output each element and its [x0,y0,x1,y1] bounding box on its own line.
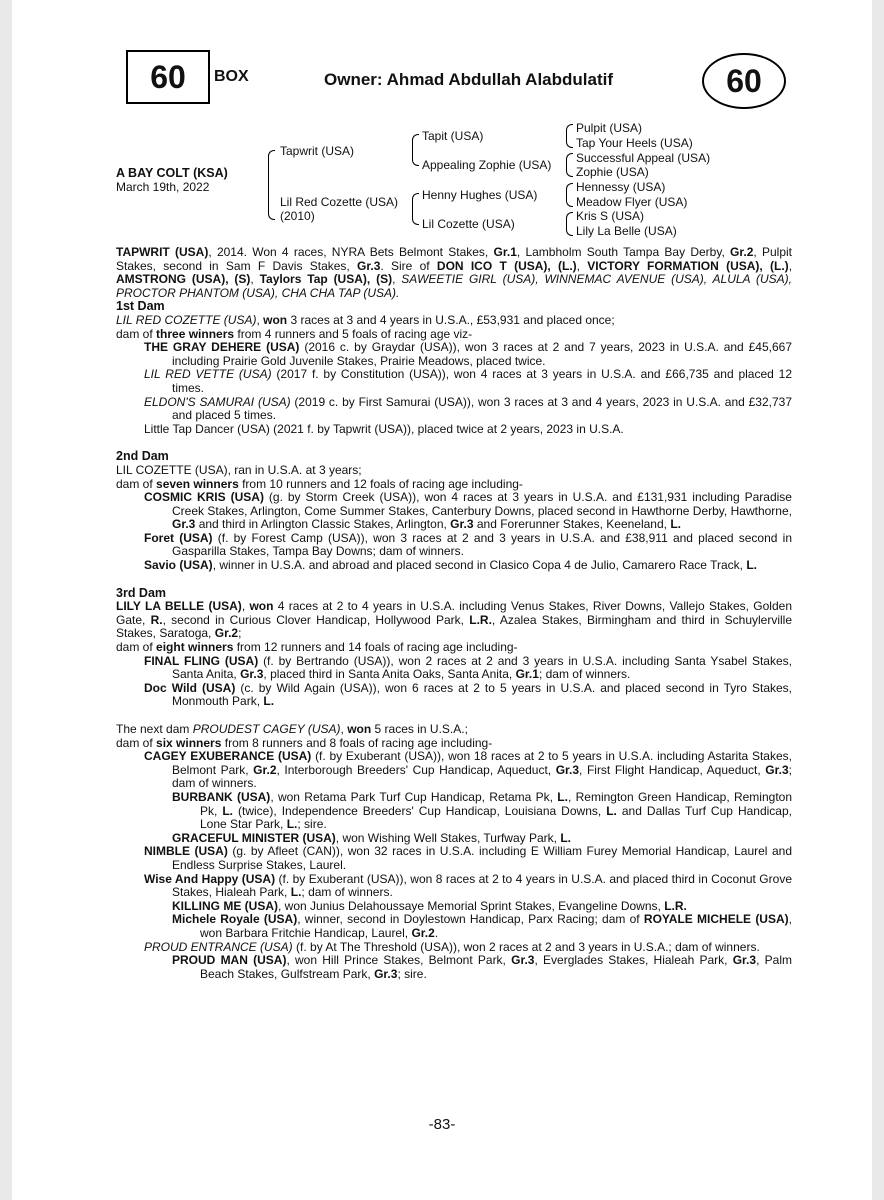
subject-dob: March 19th, 2022 [116,180,210,194]
text: , [392,272,402,287]
horse-name: Michele Royale (USA) [172,912,298,927]
lot-number-oval: 60 [702,53,786,109]
grade: L. [290,885,302,900]
grade: Gr.2 [730,245,754,259]
text: Little Tap Dancer (USA) (2021 f. by Tapwrit (USA)), placed twice at 2 years, 2023 in U.S.A. [144,421,624,436]
catalogue-text [116,246,792,995]
pedigree-sdd: Zophie (USA) [576,165,649,179]
text: dam of [116,326,157,341]
section-heading: 1st Dam [116,299,165,314]
text: six winners [156,735,222,750]
grade: Gr.3 [374,966,398,981]
box-label: BOX [214,68,249,85]
text: 4 races at 2 to 4 years in U.S.A. including Venus Stakes, River Downs, Vallejo Stakes, Golden Gate, [116,599,792,627]
text: won [263,312,288,327]
produce-entry [116,423,792,437]
pedigree-sd: Appealing Zophie (USA) [422,158,552,172]
brace-sire-parents [412,134,419,166]
text: and Dallas Turf Cup Handicap, Lone Star Park, [200,803,792,832]
horse-name: NIMBLE (USA) [144,844,228,859]
pedigree-ddd: Lily La Belle (USA) [576,224,677,238]
text: , winner, second in Doylestown Handicap, Parx Racing; dam of [297,912,644,927]
text: from 4 runners and 5 foals of racing age viz- [234,326,473,341]
grade: Gr.3 [765,762,789,777]
text: , [788,258,793,273]
pedigree-dss: Hennessy (USA) [576,180,666,194]
text: , Interborough Breeders' Cup Handicap, Aqueduct, [276,762,556,777]
text: , Pulpit Stakes, second in Sam F Davis Stakes, [116,245,792,273]
text: , winner in U.S.A. and abroad and placed second in Clasico Copa 4 de Julio, Camarero Race Track, [212,558,747,573]
produce-entry [116,341,792,368]
page-number: -83- [428,1116,456,1133]
grand-produce-entry [116,954,792,981]
pedigree-sire: Tapwrit (USA) [280,144,355,158]
text: , First Flight Handicap, Aqueduct, [579,762,766,777]
brace-dam-parents [412,193,419,225]
text: 3 races at 3 and 4 years in U.S.A., £53,931 and placed once; [287,312,615,327]
grade: Gr.3 [555,762,580,777]
pedigree-dds: Kris S (USA) [576,209,645,223]
horse-name: Doc Wild (USA) [144,680,236,695]
grade: L. [557,789,568,804]
text: (f. by Exuberant (USA)), won 8 races at 2 to 4 years in U.S.A. and placed third in Coconut Grove Stakes, Hialeah Park, [172,871,792,900]
text: (f. by Forest Camp (USA)), won 3 races at 2 and 3 years in U.S.A. and £38,911 and placed second in Gasparilla Stakes, Tampa Bay Downs; dam of winners. [172,530,792,559]
horse-name: Savio (USA) [144,558,213,573]
grade: L.R. [469,612,492,627]
progeny: VICTORY FORMATION (USA), (L.) [587,258,789,273]
grade: L. [222,803,234,818]
grade: R. [150,612,163,627]
lot-number-box: 60 [126,50,210,104]
text: dam of [116,640,157,655]
text: (2017 f. by Constitution (USA)), won 4 races at 3 years in U.S.A. and £66,735 and placed 12 times. [172,367,792,395]
text: ; dam of winners. [538,667,631,682]
produce-entry [116,941,792,955]
grade: Gr.3 [732,953,757,968]
grand-produce-entry [116,913,792,940]
horse-name: LIL RED VETTE (USA) [144,367,272,382]
horse-name: KILLING ME (USA) [172,898,278,913]
text: (g. by Afleet (CAN)), won 32 races in U.S.A. including E William Furey Memorial Handicap, Laurel and Endless Surprise Stakes, Laurel. [172,844,792,872]
pedigree-ssd: Tap Your Heels (USA) [576,136,693,150]
text: from 10 runners and 12 foals of racing age including- [238,476,523,491]
produce-line [116,328,792,342]
text: , won Barbara Fritchie Handicap, Laurel, [200,912,792,940]
produce-line [116,478,792,492]
text: , won Retama Park Turf Cup Handicap, Retama Pk, [270,789,558,804]
text: , [250,272,260,287]
text: , placed third in Santa Anita Oaks, Santa Anita, [263,667,516,682]
text: , Lambholm South Tampa Bay Derby, [516,245,731,259]
text: ; dam of winners. [301,885,393,900]
text: (f. by Bertrando (USA)), won 2 races at 2 and 3 years in U.S.A. including Santa Ysabel Stakes, Santa Anita, [172,653,792,682]
progeny-list: SAWEETIE GIRL (USA), WINNEMAC AVENUE (USA), ALULA (USA), PROCTOR PHANTOM (USA), CHA CHA TAP (USA). [116,272,792,300]
grade: Gr.2 [411,925,435,940]
brace-gen3-3 [566,183,573,207]
text: ; dam of winners. [172,762,792,791]
horse-name: PROUD MAN (USA) [172,953,287,968]
grade: L. [286,817,298,832]
text: from 8 runners and 8 foals of racing age including- [221,735,493,750]
progeny: DON ICO T (USA), (L.) [436,258,577,273]
pedigree-subject [116,166,228,194]
dam-line [116,723,792,737]
grade: Gr.3 [240,667,264,682]
produce-entry [116,873,792,900]
dam-name: LILY LA BELLE (USA) [116,599,242,614]
text: won [249,599,274,614]
first-dam-section [116,300,792,436]
grand-produce-entry [116,832,792,846]
horse-name: Foret (USA) [144,530,213,545]
grade: Gr.1 [515,667,539,682]
text: . [434,925,439,940]
text: from 12 runners and 14 foals of racing age including- [233,640,518,655]
text: (g. by Storm Creek (USA)), won 4 races at 3 years in U.S.A. and £131,931 including Paradise Creek Stakes, Arlington, Come Summer Stakes, Canterbury Downs, placed second in Hawthorne Derby, Hawthorne, [172,490,792,518]
grade: L.R. [664,898,687,913]
grade: L. [560,830,571,845]
grade: L. [670,517,681,532]
text: , won Hill Prince Stakes, Belmont Park, [286,953,512,968]
text: (2016 c. by Graydar (USA)), won 3 races at 2 and 7 years, 2023 in U.S.A. and £45,667 including Prairie Gold Juvenile Stakes, Prairie Meadows, placed twice. [172,340,792,368]
text: and third in Arlington Classic Stakes, Arlington, [195,517,451,532]
pedigree-ss: Tapit (USA) [422,129,484,143]
text: , 2014. Won 4 races, NYRA Bets Belmont Stakes, [208,245,494,259]
produce-entry [116,491,792,532]
brace-gen1 [268,150,275,220]
dam-line: LIL COZETTE (USA), ran in U.S.A. at 3 years; [116,462,362,477]
produce-entry [116,845,792,872]
text: won [347,722,372,736]
grade: Gr.1 [493,245,517,259]
horse-name: Wise And Happy (USA) [144,871,276,886]
pedigree-dam: Lil Red Cozette (USA) [280,195,399,209]
catalogue-page [12,0,872,1200]
horse-name: COSMIC KRIS (USA) [144,490,264,505]
sire-paragraph [116,246,792,300]
grade: Gr.3 [357,258,381,273]
progeny: Taylors Tap (USA), (S) [259,272,393,287]
produce-line [116,737,792,751]
text: , [256,312,264,327]
text: , [576,258,588,273]
subject-name: A BAY COLT (KSA) [116,166,228,180]
text: (f. by At The Threshold (USA)), won 2 races at 2 and 3 years in U.S.A.; dam of winners. [292,939,760,954]
grand-produce-entry [116,791,792,832]
horse-name: FINAL FLING (USA) [144,653,259,668]
text: (c. by Wild Again (USA)), won 6 races at 2 to 5 years in U.S.A. and placed second in Tyro Stakes, Monmouth Park, [172,680,793,709]
brace-gen3-4 [566,212,573,236]
second-dam-section [116,450,792,572]
grade: L. [263,694,275,709]
horse-name: BURBANK (USA) [172,789,271,804]
dam-line [116,600,792,641]
produce-entry [116,396,792,423]
text: dam of [116,476,157,491]
text: 5 races in U.S.A.; [371,722,468,736]
horse-name: THE GRAY DEHERE (USA) [144,340,300,355]
dam-name: PROUDEST CAGEY (USA) [192,722,341,736]
pedigree-dd: Lil Cozette (USA) [422,217,515,231]
grand-produce-entry [116,900,792,914]
grade: Gr.2 [253,762,277,777]
text: ; sire. [397,966,427,981]
pedigree-dam-year: (2010) [280,209,315,223]
produce-entry [116,559,792,573]
pedigree-sds: Successful Appeal (USA) [576,151,711,165]
third-dam-section [116,587,792,709]
pedigree-sss: Pulpit (USA) [576,121,643,135]
fourth-dam-section [116,723,792,981]
text: . Sire of [380,258,437,273]
text: ; sire. [297,817,327,832]
horse-name: ELDON'S SAMURAI (USA) [144,394,291,409]
owner-name: Owner: Ahmad Abdullah Alabdulatif [324,70,613,89]
produce-entry [116,368,792,395]
text: , Azalea Stakes, Birmingham and third in Schuylerville Stakes, Saratoga, [116,612,793,641]
pedigree-dsd: Meadow Flyer (USA) [576,195,688,209]
brace-gen3-1 [566,124,573,148]
progeny: AMSTRONG (USA), (S) [116,272,251,287]
text: , [241,599,250,614]
text: , Remington Green Handicap, Remington Pk, [200,789,793,818]
grade: L. [746,558,757,573]
text: dam of [116,735,157,750]
pedigree-ds: Henny Hughes (USA) [422,188,538,202]
text: (f. by Exuberant (USA)), won 18 races at 2 to 5 years in U.S.A. including Astarita Stakes, Belmont Park, [172,749,792,777]
produce-line [116,641,792,655]
horse-name: GRACEFUL MINISTER (USA) [172,830,336,845]
brace-gen3-2 [566,153,573,177]
dam-line [116,314,792,328]
text: The next dam [116,722,193,736]
text: , Everglades Stakes, Hialeah Park, [534,953,733,968]
text: three winners [156,326,235,341]
text: seven winners [156,476,239,491]
text: , second in Curious Clover Handicap, Hollywood Park, [162,612,470,627]
grade: Gr.3 [450,517,474,532]
grade: Gr.2 [214,626,239,641]
horse-name: PROUD ENTRANCE (USA) [144,939,293,954]
text: (2019 c. by First Samurai (USA)), won 3 races at 3 and 4 years, 2023 in U.S.A. and £32,737 and placed 5 times. [172,394,792,423]
produce-entry [116,655,792,682]
text: eight winners [156,640,234,655]
horse-name: CAGEY EXUBERANCE (USA) [144,749,312,764]
text: and Forerunner Stakes, Keeneland, [473,517,671,532]
horse-name: ROYALE MICHELE (USA) [643,912,789,927]
produce-entry [116,682,792,709]
text: , won Junius Delahoussaye Memorial Sprint Stakes, Evangeline Downs, [278,898,665,913]
grade: Gr.3 [172,517,196,532]
produce-entry [116,532,792,559]
sire-name: TAPWRIT (USA) [116,245,209,259]
section-heading: 3rd Dam [116,585,167,600]
produce-entry [116,750,792,791]
text: , Palm Beach Stakes, Gulfstream Park, [200,953,792,981]
text: (twice), Independence Breeders' Cup Handicap, Louisiana Downs, [233,803,607,818]
dam-name: LIL RED COZETTE (USA) [116,312,257,327]
section-heading: 2nd Dam [116,449,169,464]
text: ; [238,626,242,641]
text: , won Wishing Well Stakes, Turfway Park, [335,830,561,845]
text: , [340,722,348,736]
grade: Gr.3 [511,953,535,968]
grade: L. [606,803,617,818]
